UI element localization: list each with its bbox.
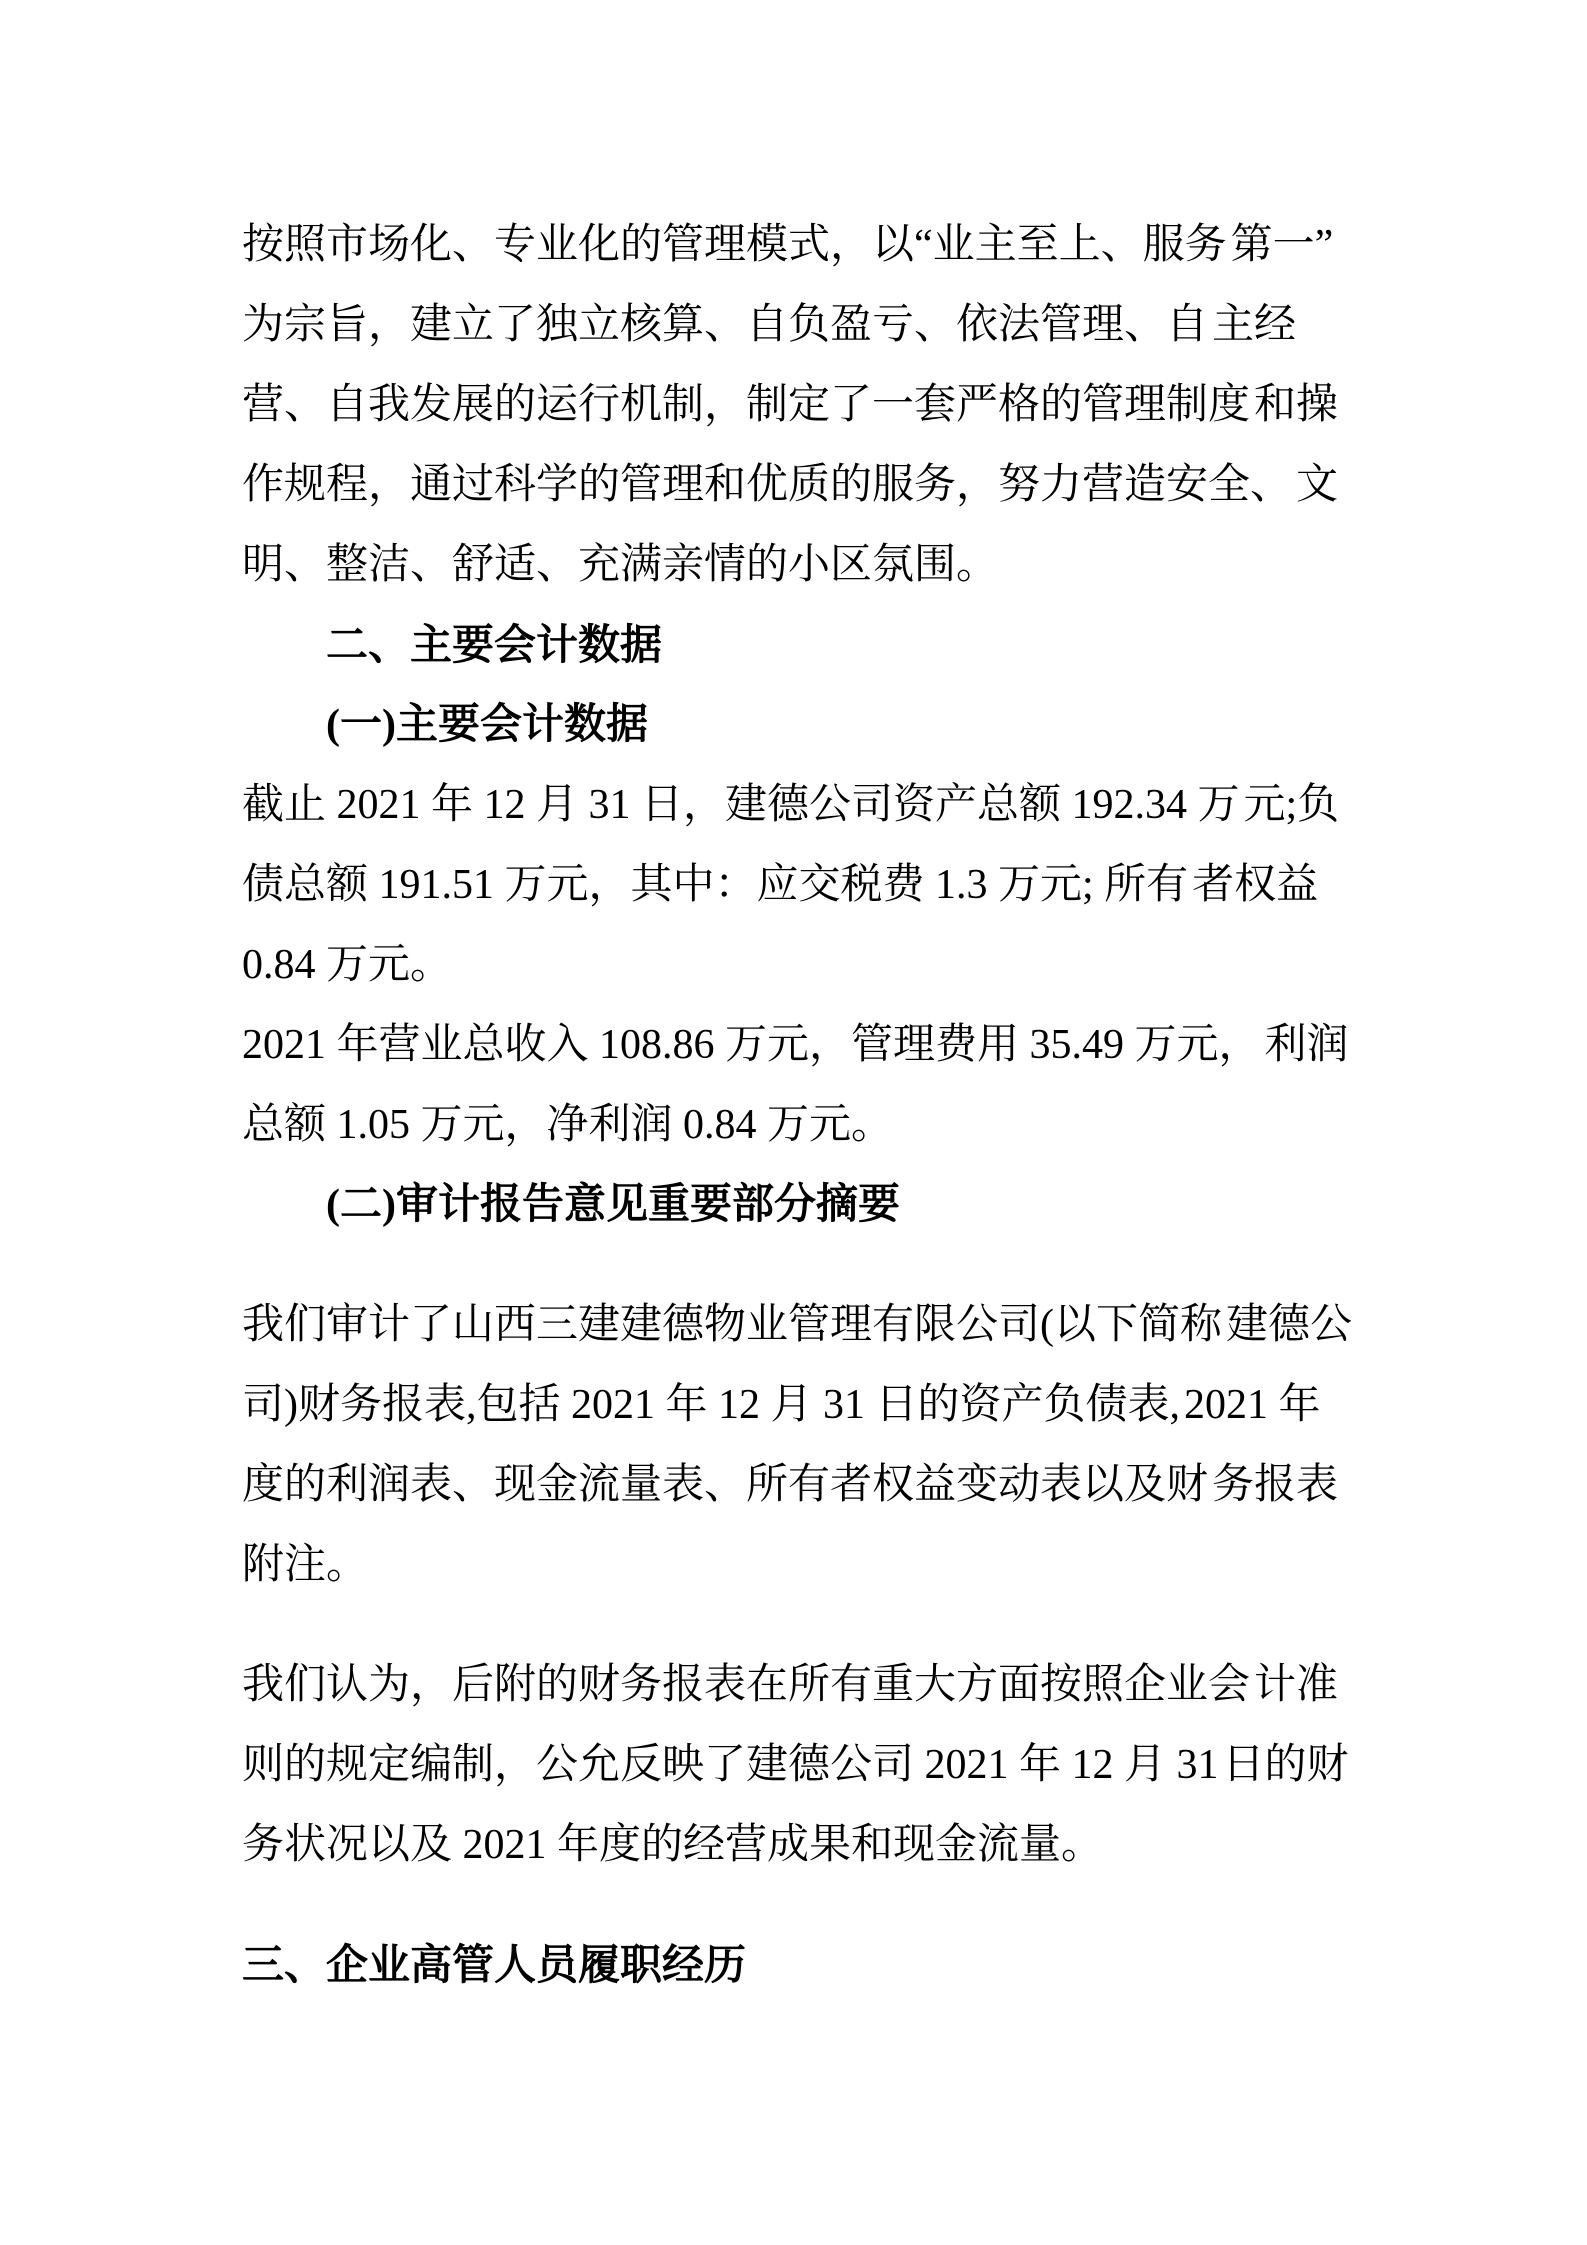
text-line: 文明、整洁、舒适、充满亲情的小区氛围。 xyxy=(242,462,1339,588)
revenue-paragraph xyxy=(242,1005,1352,1165)
section-heading-accounting-data: 二、主要会计数据 xyxy=(326,621,663,668)
text-line: 第一”为宗旨，建立了独立核算、自负盈亏、依法管理、自 xyxy=(242,222,1334,348)
text-line: 2021 年度的利润表、现金流量表、所有者权益变动表以及财 xyxy=(242,1382,1321,1508)
text-line: 我们认为，后附的财务报表在所有重大方面按照企业会 xyxy=(242,1662,1251,1708)
text-line: 我们审计了山西三建建德物业管理有限公司(以下简称 xyxy=(242,1302,1222,1348)
text-line: 务报表附注。 xyxy=(242,1462,1339,1588)
section-heading-executives: 三、企业高管人员履职经历 xyxy=(242,1941,747,1988)
text-line: 主经营、自我发展的运行机制，制定了一套严格的管理制度 xyxy=(242,302,1297,428)
audit-opinion-paragraph xyxy=(242,1645,1352,1885)
intro-paragraph xyxy=(242,205,1352,605)
assets-paragraph xyxy=(242,765,1352,1005)
subheading-audit-report-summary: (二)审计报告意见重要部分摘要 xyxy=(326,1182,900,1228)
audit-scope-paragraph xyxy=(242,1285,1352,1605)
text-line: 按照市场化、专业化的管理模式，以“业主至上、服务 xyxy=(242,222,1227,268)
text-line: 建德公司)财务报表,包括 2021 年 12 月 31 日的资产负债表, xyxy=(242,1302,1353,1428)
subheading-main-accounting-data: (一)主要会计数据 xyxy=(326,702,648,748)
text-line: 2021 年营业总收入 108.86 万元，管理费用 35.49 万元， xyxy=(242,1022,1261,1068)
text-line: 者权益 0.84 万元。 xyxy=(242,862,1319,988)
text-line: 元;负债总额 191.51 万元，其中：应交税费 1.3 万元; 所有 xyxy=(242,782,1340,908)
text-line: 利润总额 1.05 万元，净利润 0.84 万元。 xyxy=(242,1022,1349,1148)
text-line: 计准则的规定编制，公允反映了建德公司 2021 年 12 月 31 xyxy=(242,1662,1339,1788)
text-line: 截止 2021 年 12 月 31 日，建德公司资产总额 192.34 万 xyxy=(242,782,1240,828)
text-line: 日的财务状况以及 2021 年度的经营成果和现金流量。 xyxy=(242,1742,1349,1868)
text-line: 和操作规程，通过科学的管理和优质的服务，努力营造安全、 xyxy=(242,382,1339,508)
